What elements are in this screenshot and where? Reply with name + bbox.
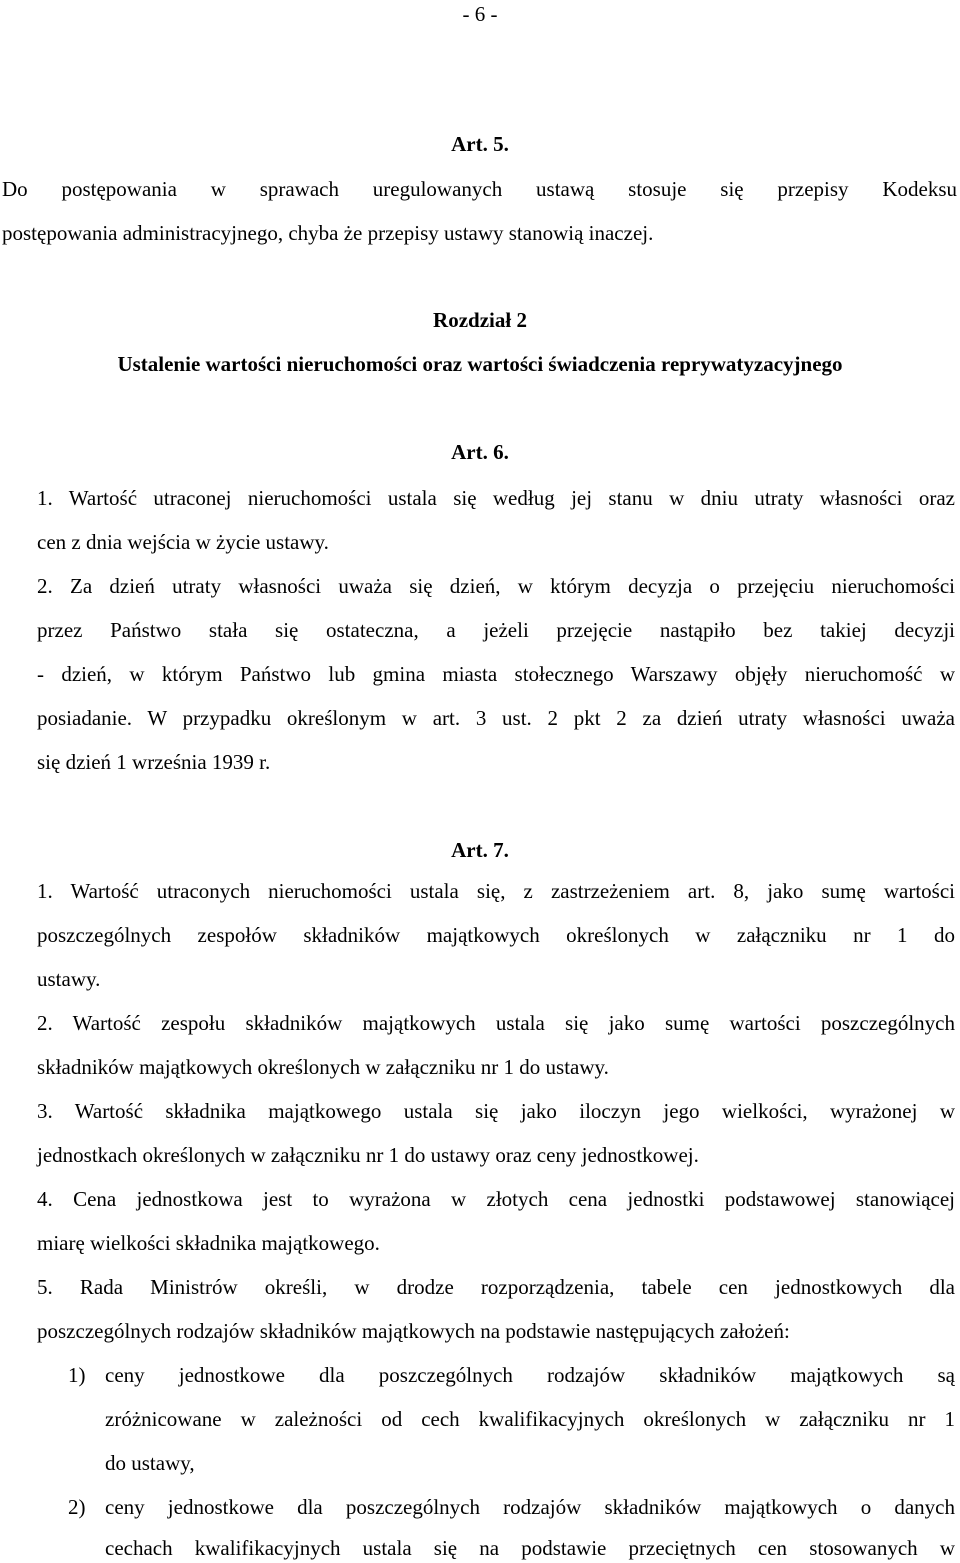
art6-para2-line-2: przez Państwo stała się ostateczna, a jeżeli przejęcie nastąpiło bez takiej decyzji <box>37 618 955 642</box>
art7-para3-line-1: 3. Wartość składnika majątkowego ustala się jako iloczyn jego wielkości, wyrażonej w <box>37 1099 955 1123</box>
chapter-title: Ustalenie wartości nieruchomości oraz wartości świadczenia reprywatyzacyjnego <box>117 352 843 376</box>
list-item-2-line-1: ceny jednostkowe dla poszczególnych rodzajów składników majątkowych o danych <box>105 1495 955 1519</box>
art7-para4-line-1: 4. Cena jednostkowa jest to wyrażona w złotych cena jednostki podstawowej stanowiącej <box>37 1187 955 1211</box>
art7-para1-line-2: poszczególnych zespołów składników majątkowych określonych w załączniku nr 1 do <box>37 923 955 947</box>
art5-text-line-2: postępowania administracyjnego, chyba że przepisy ustawy stanowią inaczej. <box>2 221 654 245</box>
art7-para2-line-2: składników majątkowych określonych w załączniku nr 1 do ustawy. <box>37 1055 609 1079</box>
art7-para1-line-3: ustawy. <box>37 967 101 991</box>
art7-para5-line-1: 5. Rada Ministrów określi, w drodze rozporządzenia, tabele cen jednostkowych dla <box>37 1275 955 1299</box>
list-item-1-line-1: ceny jednostkowe dla poszczególnych rodzajów składników majątkowych są <box>105 1363 955 1387</box>
art6-para2-line-1: 2. Za dzień utraty własności uważa się dzień, w którym decyzja o przejęciu nieruchomości <box>37 574 955 598</box>
art5-text-line-1: Do postępowania w sprawach uregulowanych ustawą stosuje się przepisy Kodeksu <box>2 177 957 201</box>
art7-heading: Art. 7. <box>451 838 509 862</box>
art7-para4-line-2: miarę wielkości składnika majątkowego. <box>37 1231 380 1255</box>
art6-heading: Art. 6. <box>451 440 509 464</box>
chapter-number: Rozdział 2 <box>433 308 527 332</box>
art6-para2-line-4: posiadanie. W przypadku określonym w art. 3 ust. 2 pkt 2 za dzień utraty własności uważa <box>37 706 955 730</box>
page-number: - 6 - <box>462 2 498 26</box>
art6-para1-line-2: cen z dnia wejścia w życie ustawy. <box>37 530 329 554</box>
list-item-2-line-2: cechach kwalifikacyjnych ustala się na podstawie przeciętnych cen stosowanych w <box>105 1536 955 1560</box>
list-item-1-number: 1) <box>68 1363 86 1387</box>
art7-para3-line-2: jednostkach określonych w załączniku nr 1 do ustawy oraz ceny jednostkowej. <box>37 1143 699 1167</box>
art7-para5-line-2: poszczególnych rodzajów składników majątkowych na podstawie następujących założeń: <box>37 1319 790 1343</box>
art6-para1-line-1: 1. Wartość utraconej nieruchomości ustala się według jej stanu w dniu utraty własności oraz <box>37 486 955 510</box>
art7-para2-line-1: 2. Wartość zespołu składników majątkowych ustala się jako sumę wartości poszczególnych <box>37 1011 955 1035</box>
list-item-2-number: 2) <box>68 1495 86 1519</box>
art6-para2-line-5: się dzień 1 września 1939 r. <box>37 750 271 774</box>
art5-heading: Art. 5. <box>451 132 509 156</box>
art7-para1-line-1: 1. Wartość utraconych nieruchomości ustala się, z zastrzeżeniem art. 8, jako sumę wartości <box>37 879 955 903</box>
list-item-1-line-2: zróżnicowane w zależności od cech kwalifikacyjnych określonych w załączniku nr 1 <box>105 1407 955 1431</box>
list-item-1-line-3: do ustawy, <box>105 1451 195 1475</box>
art6-para2-line-3: - dzień, w którym Państwo lub gmina miasta stołecznego Warszawy objęły nieruchomość w <box>37 662 955 686</box>
